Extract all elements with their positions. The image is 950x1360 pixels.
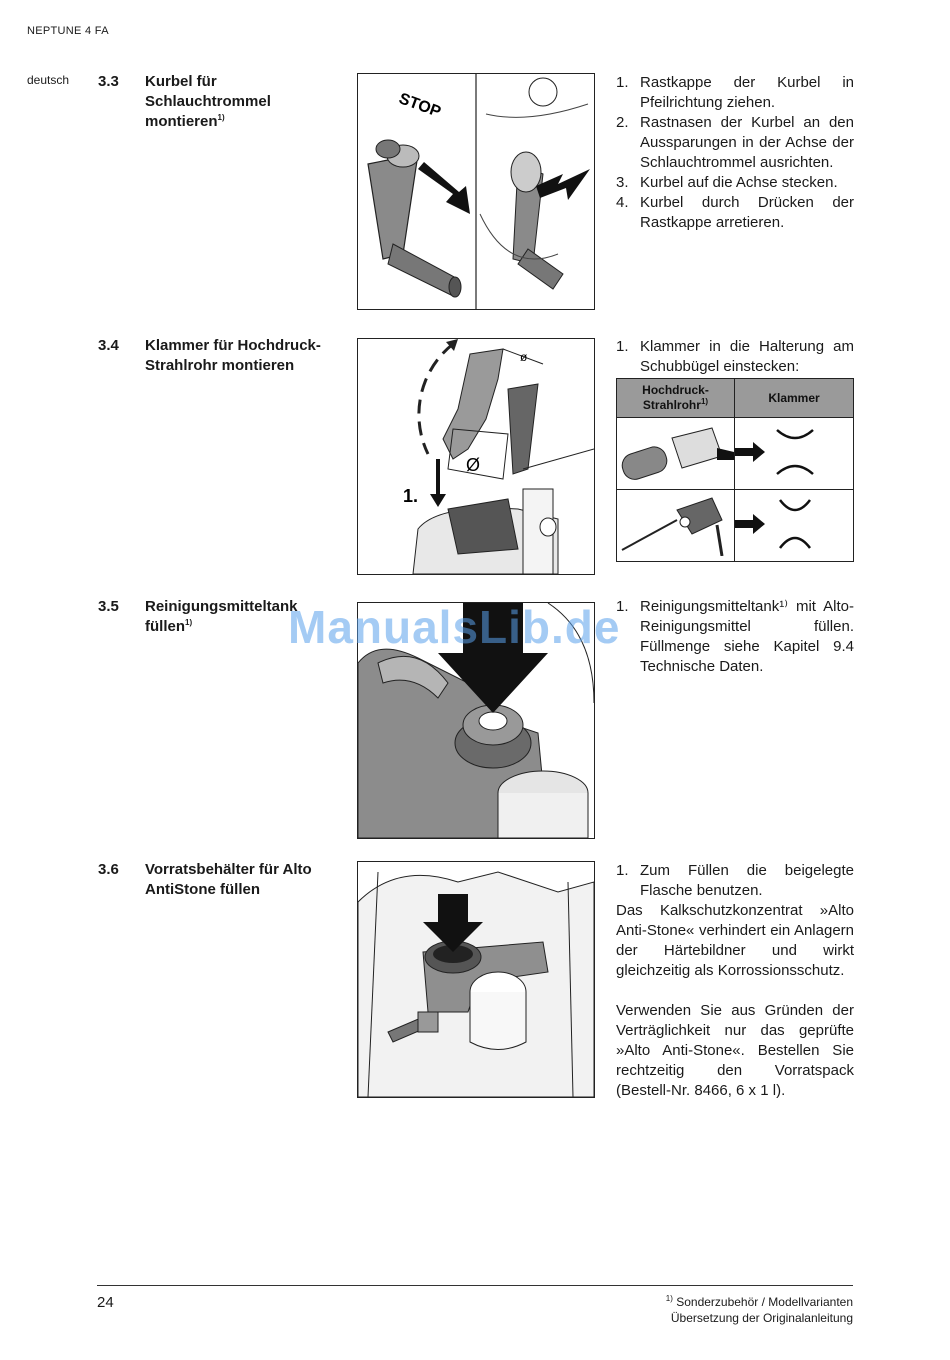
language-label: deutsch (27, 73, 70, 87)
nozzle-wide-icon (617, 418, 734, 484)
translation-note: Übersetzung der Originalanleitung (670, 1311, 853, 1325)
paragraph: Das Kalkschutzkonzentrat »Alto Anti-Stone« verhindert ein Anlagern der Härtebildner und wirkt gleichzeitig als Korrossionsschutz. (616, 902, 854, 979)
clamp-table (616, 378, 854, 562)
section-number: 3.4 (98, 337, 119, 354)
table-cell-nozzle-2 (617, 490, 735, 562)
steps-list (616, 861, 854, 901)
footnote (666, 1294, 853, 1310)
container-illustration (358, 862, 594, 1097)
watermark: ManualsLib.de (288, 601, 621, 653)
footnote-mark: 1) (665, 1294, 673, 1303)
steps-list (616, 597, 854, 677)
stop-label: STOP (396, 90, 444, 122)
paragraph: Verwenden Sie aus Gründen der Verträglichkeit nur das geprüfte »Alto Anti-Stone«. Bestellen Sie rechtzeitig den Vorratspack (Bestell-Nr. 8466, 6 x 1 l). (616, 1002, 854, 1099)
clamp-narrow-icon (735, 490, 853, 556)
figure-clamp-mounting (357, 338, 595, 575)
table-cell-clamp-1 (735, 418, 854, 490)
steps-list (616, 337, 854, 377)
section-title: Klammer für Hochdruck-Strahlrohr montieren (145, 337, 321, 374)
table-cell-clamp-2 (735, 490, 854, 562)
section-title: Vorratsbehälter für Alto AntiStone füllen (145, 861, 312, 898)
step-item: 1. Rastkappe der Kurbel in Pfeilrichtung ziehen. (616, 74, 854, 111)
footnote-mark: 1) (185, 618, 193, 627)
step-item: 3. Kurbel auf die Achse stecken. (616, 174, 838, 191)
footnote-text: Sonderzubehör / Modellvarianten (676, 1295, 853, 1309)
step-item: 1. Klammer in die Halterung am Schubbügel einstecken: (616, 338, 854, 375)
step-1-label: 1. (403, 486, 419, 506)
step-item: 2. Rastnasen der Kurbel an den Aussparungen in der Achse der Schlauchtrommel ausrichten. (616, 114, 854, 171)
diameter-big-label: Ø (466, 455, 481, 475)
diameter-label: ø (520, 350, 528, 364)
table-cell-nozzle-1 (617, 418, 735, 490)
figure-antistone-container (357, 861, 595, 1098)
section-number: 3.6 (98, 861, 119, 878)
section-number: 3.5 (98, 598, 119, 615)
clamp-illustration (358, 339, 594, 574)
footer-divider (97, 1285, 853, 1286)
section-title (145, 72, 335, 132)
clamp-wide-icon (735, 418, 853, 484)
document-title: NEPTUNE 4 FA (27, 25, 109, 37)
section-title-text: Reinigungsmitteltank füllen (145, 598, 298, 635)
section-number: 3.3 (98, 73, 119, 90)
crank-illustration (358, 74, 594, 309)
figure-crank-mounting (357, 73, 595, 310)
step-item: 1. Reinigungsmitteltank¹⁾ mit Alto-Reinigungsmittel füllen. Füllmenge siehe Kapitel 9.4 Technische Daten. (616, 598, 854, 675)
table-header-clamp: Klammer (735, 379, 854, 418)
section-title-text: Kurbel für Schlauchtrommel montieren (145, 73, 271, 130)
footnote-mark: 1) (217, 113, 225, 122)
step-item: 1. Zum Füllen die beigelegte Flasche benutzen. (616, 862, 854, 899)
nozzle-narrow-icon (617, 490, 734, 556)
step-item: 4. Kurbel durch Drücken der Rastkappe arretieren. (616, 194, 854, 231)
page-number: 24 (97, 1294, 114, 1311)
steps-list (616, 73, 854, 233)
table-header-nozzle: Hochdruck-Strahlrohr$^{1)}$ (617, 379, 735, 418)
